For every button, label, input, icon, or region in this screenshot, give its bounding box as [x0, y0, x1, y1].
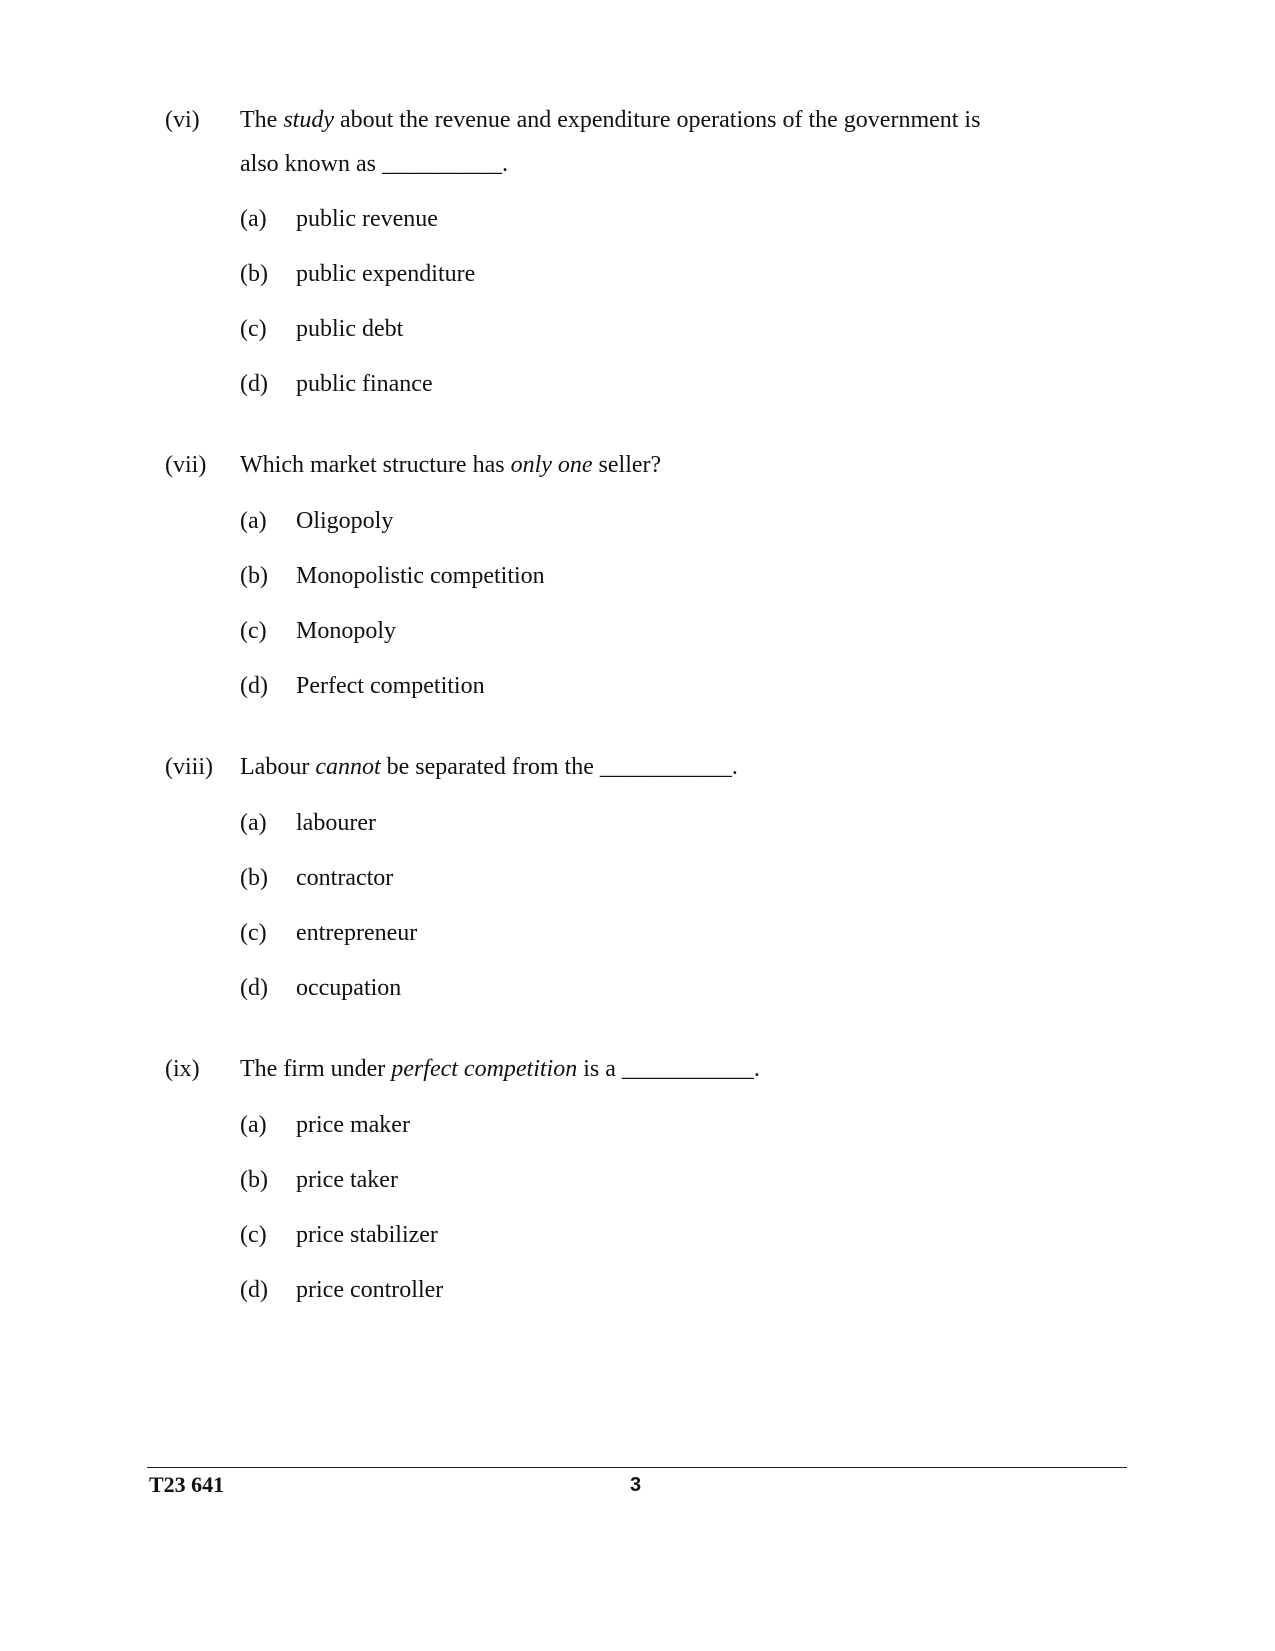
option-b — [240, 863, 940, 918]
stem-italic-text: only one — [510, 452, 593, 478]
option-text: public revenue — [296, 206, 438, 232]
option-text: entrepreneur — [296, 920, 418, 946]
footer-divider — [147, 1467, 1127, 1468]
option-label: (d) — [240, 673, 268, 699]
option-label: (c) — [240, 618, 267, 644]
option-c — [240, 314, 940, 369]
option-b — [240, 259, 940, 314]
option-b — [240, 561, 940, 616]
option-text: occupation — [296, 975, 402, 1001]
option-label: (d) — [240, 1277, 268, 1303]
option-text: labourer — [296, 810, 376, 836]
question-stem — [240, 745, 1020, 789]
stem-italic-text: study — [283, 107, 334, 133]
option-text: public debt — [296, 316, 404, 342]
question-stem — [240, 443, 1020, 487]
question-stem — [240, 1047, 1020, 1091]
option-label: (a) — [240, 508, 267, 534]
question-number: (vii) — [165, 452, 207, 478]
stem-text: The firm under — [240, 1056, 392, 1082]
stem-italic-text: cannot — [315, 754, 381, 780]
stem-text: seller? — [592, 452, 662, 478]
option-d — [240, 671, 940, 726]
option-c — [240, 918, 940, 973]
options-viii — [240, 808, 940, 1028]
option-d — [240, 973, 940, 1028]
option-text: price taker — [296, 1167, 398, 1193]
option-text: public finance — [296, 371, 433, 397]
option-label: (a) — [240, 810, 267, 836]
options-vii — [240, 506, 940, 726]
option-label: (b) — [240, 865, 268, 891]
paper-code: T23 641 — [149, 1472, 225, 1497]
option-text: contractor — [296, 865, 394, 891]
options-ix — [240, 1110, 940, 1330]
question-stem — [240, 98, 1020, 186]
option-label: (a) — [240, 1112, 267, 1138]
option-a — [240, 204, 940, 259]
option-a — [240, 1110, 940, 1165]
stem-text: about the revenue and expenditure operations of the government is also known as __________. — [240, 107, 981, 177]
question-number: (viii) — [165, 754, 213, 780]
option-label: (b) — [240, 261, 268, 287]
option-label: (c) — [240, 1222, 267, 1248]
option-label: (d) — [240, 371, 268, 397]
page-number: 3 — [630, 1474, 642, 1496]
stem-italic-text: perfect competition — [391, 1056, 578, 1082]
option-text: Monopolistic competition — [296, 563, 545, 589]
option-label: (c) — [240, 920, 267, 946]
option-c — [240, 1220, 940, 1275]
question-number: (ix) — [165, 1056, 200, 1082]
option-c — [240, 616, 940, 671]
stem-text: The — [240, 107, 284, 133]
option-text: Oligopoly — [296, 508, 394, 534]
option-text: price controller — [296, 1277, 444, 1303]
option-label: (b) — [240, 1167, 268, 1193]
stem-text: Which market structure has — [240, 452, 511, 478]
option-text: Monopoly — [296, 618, 397, 644]
option-text: price maker — [296, 1112, 410, 1138]
option-text: price stabilizer — [296, 1222, 438, 1248]
option-a — [240, 808, 940, 863]
option-a — [240, 506, 940, 561]
option-text: Perfect competition — [296, 673, 485, 699]
option-b — [240, 1165, 940, 1220]
option-label: (d) — [240, 975, 268, 1001]
option-label: (b) — [240, 563, 268, 589]
option-label: (c) — [240, 316, 267, 342]
option-d — [240, 1275, 940, 1330]
stem-text: be separated from the ___________. — [380, 754, 738, 780]
question-number: (vi) — [165, 107, 200, 133]
option-label: (a) — [240, 206, 267, 232]
stem-text: is a ___________. — [577, 1056, 760, 1082]
options-vi — [240, 204, 940, 424]
stem-text: Labour — [240, 754, 316, 780]
option-text: public expenditure — [296, 261, 476, 287]
option-d — [240, 369, 940, 424]
